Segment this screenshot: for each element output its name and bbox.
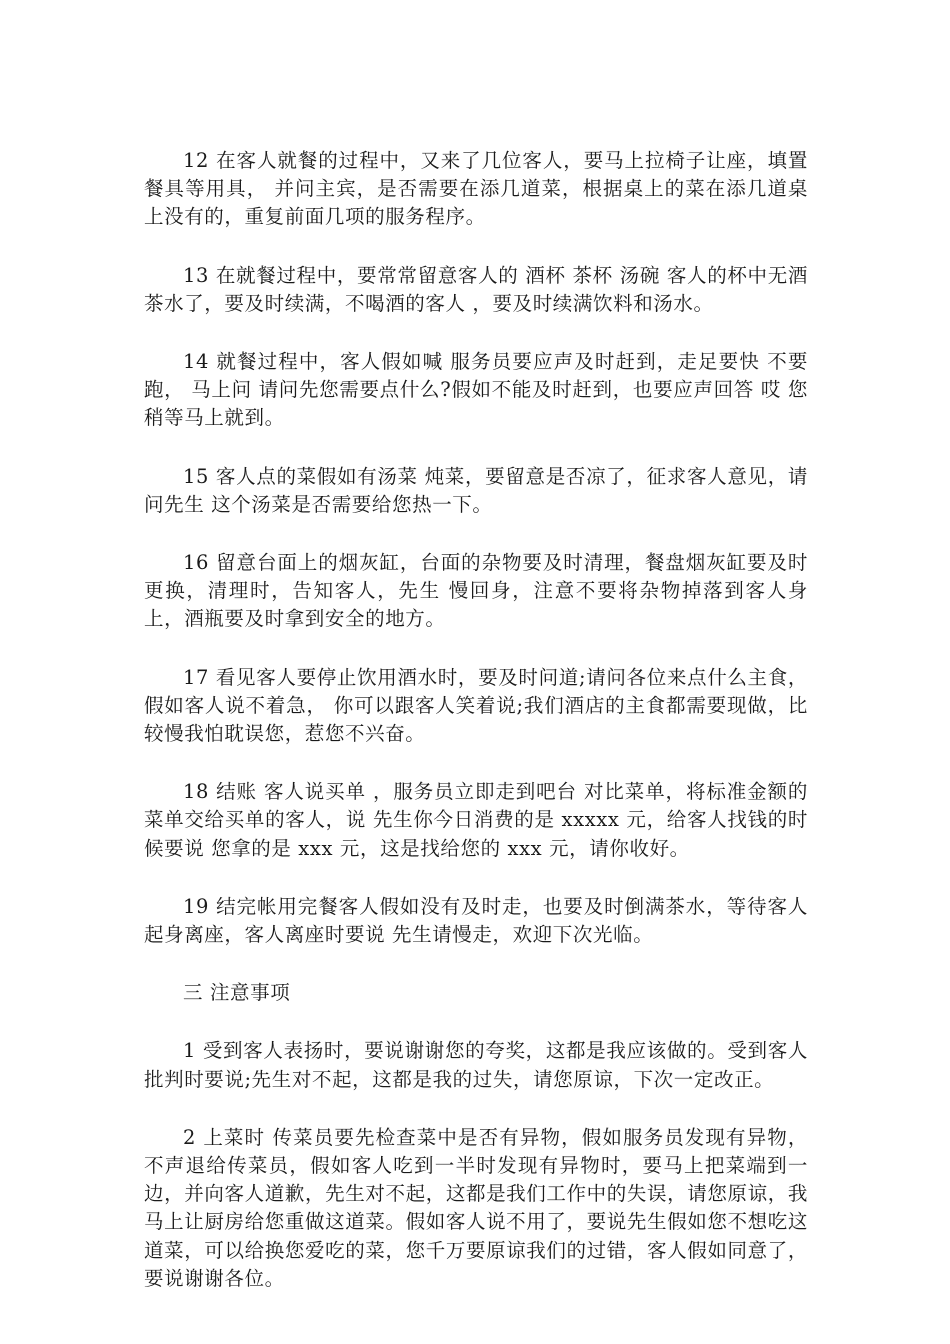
- paragraph-item-12: 12 在客人就餐的过程中，又来了几位客人，要马上拉椅子让座，填置餐具等用具， 并问主宾，是否需要在添几道菜，根据桌上的菜在添几道桌上没有的，重复前面几项的服务程序。: [144, 149, 808, 229]
- paragraph-item-15: 15 客人点的菜假如有汤菜 炖菜，要留意是否凉了，征求客人意见，请问先生 这个汤菜是否需要给您热一下。: [144, 464, 808, 516]
- document-page: [144, 147, 808, 1323]
- paragraph-item-16: 16 留意台面上的烟灰缸，台面的杂物要及时清理，餐盘烟灰缸要及时更换，清理时，告知客人，先生 慢回身，注意不要将杂物掉落到客人身上，酒瓶要及时拿到安全的地方。: [144, 551, 808, 631]
- note-item-2: 2 上菜时 传菜员要先检查菜中是否有异物，假如服务员发现有异物，不声退给传菜员，假如客人吃到一半时发现有异物时，要马上把菜端到一边，并向客人道歉，先生对不起，这都是我们工作中的失误，请您原谅，我马上让厨房给您重做这道菜。假如客人说不用了，要说先生假如您不想吃这道菜，可以给换您爱吃的菜，您千万要原谅我们的过错，客人假如同意了，要说谢谢各位。: [144, 1125, 808, 1290]
- note-item-1: 1 受到客人表扬时，要说谢谢您的夸奖，这都是我应该做的。受到客人批判时要说;先生对不起，这都是我的过失，请您原谅，下次一定改正。: [144, 1039, 808, 1091]
- paragraph-item-13: 13 在就餐过程中，要常常留意客人的 酒杯 茶杯 汤碗 客人的杯中无酒 茶水了，要及时续满，不喝酒的客人 ，要及时续满饮料和汤水。: [144, 263, 808, 315]
- section-heading: 三 注意事项: [183, 981, 291, 1005]
- paragraph-item-14: 14 就餐过程中，客人假如喊 服务员要应声及时赶到，走足要快 不要跑， 马上问 请问先您需要点什么?假如不能及时赶到，也要应声回答 哎 您稍等马上就到。: [144, 350, 808, 430]
- paragraph-item-17: 17 看见客人要停止饮用酒水时，要及时问道;请问各位来点什么主食，假如客人说不着急， 你可以跟客人笑着说;我们酒店的主食都需要现做，比较慢我怕耽误您，惹您不兴奋。: [144, 665, 808, 746]
- paragraph-item-19: 19 结完帐用完餐客人假如没有及时走，也要及时倒满茶水，等待客人起身离座，客人离座时要说 先生请慢走，欢迎下次光临。: [144, 894, 808, 947]
- paragraph-item-18: 18 结账 客人说买单 ，服务员立即走到吧台 对比菜单，将标准金额的菜单交给买单的客人，说 先生你今日消费的是 xxxxx 元，给客人找钱的时候要说 您拿的是 xxx 元，这是找给您的 xxx 元，请你收好。: [144, 780, 808, 860]
